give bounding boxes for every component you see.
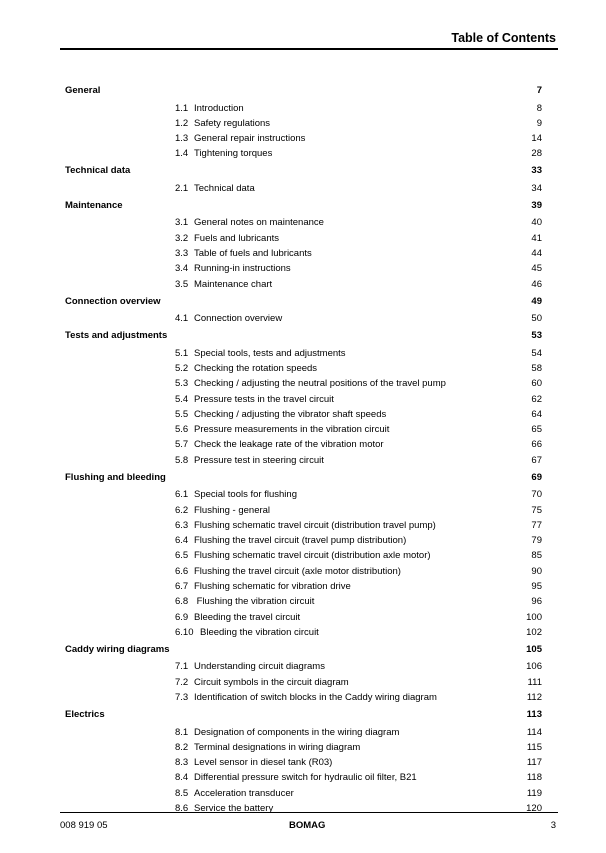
toc-entry-number: 1.4 [175, 148, 189, 160]
toc-page-number: 60 [531, 378, 542, 390]
toc-page-number: 75 [531, 504, 542, 516]
toc-section-row [0, 643, 606, 657]
toc-entry-number: 3.3 [175, 248, 189, 259]
toc-entry-row [0, 534, 606, 548]
toc-page-number: 33 [531, 165, 542, 177]
toc-page-number: 7 [536, 85, 542, 96]
toc-entry-row [0, 182, 606, 196]
toc-page-number: 111 [527, 676, 542, 688]
toc-page-number: 119 [526, 787, 542, 799]
toc-page-number: 120 [526, 803, 542, 814]
toc-section-title: Caddy wiring diagrams [65, 643, 170, 655]
toc-entry-title: Table of fuels and lubricants [194, 248, 312, 259]
footer-rule [60, 812, 558, 813]
toc-entry-row [0, 726, 606, 740]
toc-entry-number: 6.2 [175, 504, 189, 516]
toc-entry-title: Bleeding the vibration circuit [200, 626, 319, 638]
toc-entry-title: Pressure test in steering circuit [194, 454, 324, 466]
toc-entry-title: Pressure measurements in the vibration circuit [194, 424, 390, 436]
toc-entry-title: Checking the rotation speeds [194, 362, 318, 374]
toc-entry-title: Introduction [194, 102, 244, 114]
toc-entry-number: 6.10 [175, 626, 194, 638]
toc-entry-row [0, 580, 606, 594]
toc-entry-title: Fuels and lubricants [194, 232, 280, 244]
toc-entry-title: Identification of switch blocks in the Caddy wiring diagram [194, 692, 437, 703]
toc-page-number: 112 [526, 692, 542, 703]
toc-page-number: 8 [536, 102, 542, 114]
toc-entry-row [0, 626, 606, 640]
toc-entry-row [0, 741, 606, 755]
toc-entry-title: Checking / adjusting the vibrator shaft speeds [194, 408, 387, 420]
toc-page-number: 106 [526, 661, 542, 673]
toc-entry-row [0, 454, 606, 468]
toc-entry-title: Pressure tests in the travel circuit [194, 393, 334, 405]
toc-page-number: 41 [531, 232, 542, 244]
toc-section-row [0, 329, 606, 343]
toc-section-title: Connection overview [65, 295, 161, 307]
toc-entry-row [0, 247, 606, 261]
toc-page-number: 28 [531, 148, 542, 160]
toc-page-number: 102 [526, 626, 542, 638]
toc-page-number: 90 [531, 565, 542, 577]
toc-page-number: 50 [531, 313, 542, 325]
toc-entry-row [0, 362, 606, 376]
toc-section-title: Maintenance [65, 199, 123, 211]
toc-entry-title: Connection overview [194, 313, 283, 325]
toc-entry-title: Flushing schematic for vibration drive [194, 581, 351, 592]
toc-entry-row [0, 565, 606, 579]
toc-page-number: 58 [531, 362, 542, 374]
toc-section-title: Technical data [65, 165, 131, 177]
toc-entry-row [0, 611, 606, 625]
toc-entry-number: 1.1 [175, 102, 189, 114]
toc-entry-row [0, 232, 606, 246]
toc-page-number: 49 [531, 295, 542, 307]
toc-page-number: 113 [526, 709, 542, 720]
toc-entry-number: 8.1 [175, 726, 189, 738]
toc-entry-title: Tightening torques [194, 148, 273, 160]
toc-page-number: 39 [531, 199, 542, 211]
toc-entry-number: 3.2 [175, 232, 189, 244]
toc-section-title: General [65, 85, 101, 96]
toc-section-title: Electrics [65, 709, 105, 720]
toc-entry-row [0, 102, 606, 116]
page-title: Table of Contents [451, 31, 556, 45]
toc-entry-row [0, 423, 606, 437]
toc-entry-title: Check the leakage rate of the vibration motor [194, 439, 384, 451]
toc-entry-number: 4.1 [175, 313, 189, 325]
toc-page-number: 115 [526, 741, 542, 753]
toc-entry-number: 7.3 [175, 692, 189, 703]
toc-entry-row [0, 393, 606, 407]
toc-entry-title: Running-in instructions [194, 263, 291, 275]
toc-entry-row [0, 756, 606, 770]
toc-page-number: 34 [531, 182, 542, 194]
toc-entry-number: 6.7 [175, 581, 189, 592]
toc-entry-number: 8.4 [175, 772, 189, 784]
toc-section-row [0, 164, 606, 178]
toc-entry-number: 5.6 [175, 424, 189, 436]
toc-section-row [0, 708, 606, 722]
toc-entry-number: 8.3 [175, 757, 189, 769]
toc-page-number: 45 [531, 263, 542, 275]
toc-page-number: 67 [531, 454, 542, 466]
toc-entry-row [0, 312, 606, 326]
toc-entry-number: 5.7 [175, 439, 189, 451]
toc-page-number: 9 [536, 117, 542, 129]
toc-entry-number: 8.5 [175, 787, 189, 799]
toc-page-number: 14 [531, 133, 542, 145]
toc-entry-row [0, 347, 606, 361]
toc-entry-number: 1.2 [175, 117, 189, 129]
toc-page-number: 53 [531, 330, 542, 342]
toc-entry-title: Level sensor in diesel tank (R03) [194, 757, 333, 769]
toc-entry-number: 1.3 [175, 133, 189, 145]
toc-section-row [0, 471, 606, 485]
toc-entry-row [0, 377, 606, 391]
toc-entry-number: 3.1 [175, 217, 189, 229]
toc-page-number: 54 [531, 347, 542, 359]
document-number: 008 919 05 [60, 820, 108, 831]
toc-entry-title: Special tools, tests and adjustments [194, 347, 346, 359]
toc-entry-number: 5.1 [175, 347, 189, 359]
toc-entry-number: 6.6 [175, 565, 189, 577]
toc-entry-title: Checking / adjusting the neutral positions of the travel pump [194, 378, 446, 390]
toc-entry-row [0, 771, 606, 785]
toc-entry-number: 3.5 [175, 278, 189, 290]
toc-entry-title: Safety regulations [194, 117, 271, 129]
toc-entry-title: General repair instructions [194, 133, 306, 145]
toc-entry-row [0, 117, 606, 131]
toc-entry-number: 8.6 [175, 803, 189, 814]
toc-entry-row [0, 595, 606, 609]
toc-entry-row [0, 262, 606, 276]
toc-entry-number: 7.2 [175, 676, 189, 688]
toc-page-number: 69 [531, 471, 542, 483]
toc-entry-title: Circuit symbols in the circuit diagram [194, 676, 349, 688]
toc-entry-row [0, 438, 606, 452]
toc-page-number: 100 [526, 611, 542, 623]
toc-entry-row [0, 676, 606, 690]
toc-entry-row [0, 488, 606, 502]
toc-entry-number: 5.3 [175, 378, 189, 390]
toc-page-number: 62 [531, 393, 542, 405]
toc-entry-row [0, 787, 606, 801]
toc-page-number: 79 [531, 535, 542, 547]
toc-page-number: 40 [531, 217, 542, 229]
toc-entry-number: 5.5 [175, 408, 189, 420]
toc-page-number: 96 [531, 596, 542, 608]
toc-page-number: 65 [531, 424, 542, 436]
header-rule [60, 48, 558, 50]
toc-entry-title: Designation of components in the wiring diagram [194, 726, 400, 738]
toc-entry-title: Flushing schematic travel circuit (distribution travel pump) [194, 519, 436, 531]
toc-page-number: 44 [531, 248, 542, 259]
toc-entry-number: 6.9 [175, 611, 189, 623]
toc-entry-row [0, 216, 606, 230]
toc-entry-row [0, 278, 606, 292]
toc-entry-number: 6.3 [175, 519, 189, 531]
toc-entry-title: General notes on maintenance [194, 217, 324, 229]
toc-entry-number: 3.4 [175, 263, 189, 275]
toc-page-number: 114 [526, 726, 542, 738]
toc-entry-number: 7.1 [175, 661, 189, 673]
toc-section-row [0, 84, 606, 98]
toc-entry-title: Service the battery [194, 803, 274, 814]
toc-entry-row [0, 691, 606, 705]
toc-entry-number: 8.2 [175, 741, 189, 753]
toc-page-number: 85 [531, 550, 542, 562]
toc-page-number: 70 [531, 489, 542, 501]
toc-entry-title: Technical data [194, 182, 255, 194]
toc-entry-row [0, 660, 606, 674]
toc-page-number: 77 [531, 519, 542, 531]
toc-entry-title: Flushing the vibration circuit [194, 596, 315, 608]
toc-entry-number: 5.4 [175, 393, 189, 405]
toc-entry-row [0, 519, 606, 533]
toc-entry-number: 2.1 [175, 182, 189, 194]
toc-page-number: 66 [531, 439, 542, 451]
toc-entry-row [0, 549, 606, 563]
toc-entry-number: 6.4 [175, 535, 189, 547]
page-number: 3 [550, 820, 556, 831]
toc-entry-number: 6.5 [175, 550, 189, 562]
toc-section-row [0, 295, 606, 309]
toc-entry-title: Bleeding the travel circuit [194, 611, 301, 623]
toc-entry-title: Terminal designations in wiring diagram [194, 741, 361, 753]
toc-entry-title: Understanding circuit diagrams [194, 661, 325, 673]
toc-entry-row [0, 408, 606, 422]
toc-entry-title: Special tools for flushing [194, 489, 297, 501]
toc-page-number: 95 [531, 581, 542, 592]
toc-section-title: Flushing and bleeding [65, 471, 166, 483]
toc-entry-title: Flushing schematic travel circuit (distribution axle motor) [194, 550, 431, 562]
toc-entry-row [0, 504, 606, 518]
toc-page-number: 118 [526, 772, 542, 784]
toc-entry-title: Differential pressure switch for hydraulic oil filter, B21 [194, 772, 417, 784]
toc-entry-number: 6.8 [175, 596, 189, 608]
toc-entry-row [0, 147, 606, 161]
brand-name: BOMAG [289, 820, 326, 831]
toc-entry-number: 5.8 [175, 454, 189, 466]
toc-entry-row [0, 802, 606, 816]
toc-page-number: 105 [526, 643, 542, 655]
toc-entry-number: 6.1 [175, 489, 189, 501]
toc-page-number: 117 [526, 757, 542, 769]
toc-entry-title: Flushing the travel circuit (axle motor distribution) [194, 565, 401, 577]
toc-entry-row [0, 132, 606, 146]
toc-section-row [0, 199, 606, 213]
toc-entry-title: Flushing - general [194, 504, 271, 516]
toc-entry-title: Flushing the travel circuit (travel pump distribution) [194, 535, 407, 547]
toc-entry-number: 5.2 [175, 362, 189, 374]
toc-entry-title: Acceleration transducer [194, 787, 294, 799]
toc-section-title: Tests and adjustments [65, 330, 168, 342]
toc-entry-title: Maintenance chart [194, 278, 273, 290]
toc-page-number: 46 [531, 278, 542, 290]
toc-page-number: 64 [531, 408, 542, 420]
